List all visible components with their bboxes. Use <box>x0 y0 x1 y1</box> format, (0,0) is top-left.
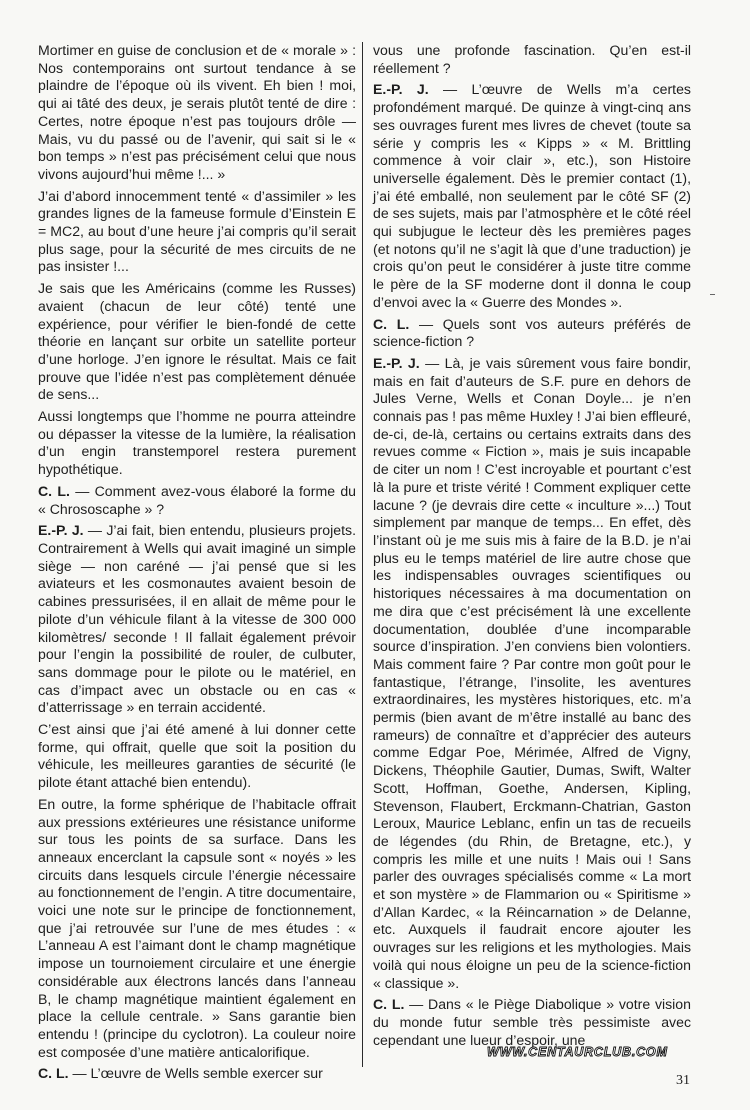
paragraph: Je sais que les Américains (comme les Russes) avaient (chacun de leur côté) tenté une expérience, pour vérifier le bien-fondé de cette théorie en lançant sur orbite un satellite porteur d’une horloge. J’en ignore le résultat. Mais ce fait prouve que l’idée n’est pas complètement dénuée de sens... <box>38 280 356 403</box>
paragraph: Mortimer en guise de conclusion et de « morale » : Nos contemporains ont surtout tendance à se plaindre de l’époque où ils vivent. Eh bien ! moi, qui ai tâté des deux, je serais plutôt tenté de dire : Certes, notre époque n’est pas toujours drôle — Mais, vu du passé ou de l’avenir, qui sait si le « bon temps » n’est pas précisément celui que nous vivons aujourd’hui même !... » <box>38 42 356 182</box>
interview-question <box>373 316 691 351</box>
question-text: — Dans « le Piège Diabolique » votre vision du monde futur semble très pessimiste avec cependant une lueur d’espoir, une <box>373 996 691 1048</box>
speaker-label: C. L. <box>38 1065 69 1082</box>
speaker-label: C. L. <box>38 482 70 499</box>
column-divider <box>362 42 363 1067</box>
interview-question <box>38 483 356 518</box>
speaker-label: C. L. <box>373 996 405 1013</box>
left-column <box>38 42 356 1087</box>
answer-text: — L’œuvre de Wells m’a certes profondément marqué. De quinze à vingt-cinq ans ses ouvrages furent mes livres de chevet (toute sa série y compris les « Kipps » « M. Brittling commence à voir clair », etc.), son Histoire universelle également. Dès le premier contact (1), j’ai été emballé, non seulement par le côté SF (2) de ses sujets, mais par l’atmosphère et le côté réel qui subjugue le lecteur dès les premières pages (et notons qu’il ne s’agit là que d’une traduction) je crois qu’on peut le considérer à juste titre comme le père de la SF moderne dont il donna le coup d’envoi avec la « Guerre des Mondes ». <box>373 81 691 310</box>
speaker-label: C. L. <box>373 315 410 332</box>
question-text: — L’œuvre de Wells semble exercer sur <box>68 1065 323 1082</box>
paragraph: vous une profonde fascination. Qu’en est-il réellement ? <box>373 42 691 76</box>
question-text: — Comment avez-vous élaboré la forme du « Chrososcaphe » ? <box>38 482 356 517</box>
right-column <box>373 42 691 1053</box>
paragraph: Aussi longtemps que l’homme ne pourra atteindre ou dépasser la vitesse de la lumière, la réalisation d’un engin transtemporel restera purement hypothétique. <box>38 408 356 478</box>
interview-question <box>38 1065 356 1083</box>
interview-answer <box>38 522 356 717</box>
answer-text: — Là, je vais sûrement vous faire bondir, mais en fait d’auteurs de S.F. pure en dehors de Jules Verne, Wells et Conan Doyle... je n’en connais pas ! pas même Huxley ! J’ai bien effleuré, de-ci, de-là, certains ou certains extraits dans des revues comme « Fiction », mais je suis incapable de citer un nom ! C’est incroyable et pourtant c’est là la pure et triste vérité ! Comment expliquer cette lacune ? (je devrais dire cette « inculture »...) Tout simplement par manque de temps... En effet, dès l’instant où je me suis mis à faire de la B.D. je n’ai plus eu le temps matériel de lire autre chose que les indispensables ouvrages scientifiques ou historiques nécessaires à ma documentation on me dira que c’est précisément là une excellente documentation, doublée d’une incomparable source d’inspiration. J’en conviens bien volontiers. Mais comment faire ? Par contre mon goût pour le fantastique, l’étrange, l’insolite, les aventures extraordinaires, les mystères historiques, etc. m’a permis (bien avant de m’être installé au banc des rameurs) de connaître et d’apprécier des auteurs comme Edgar Poe, Mérimée, Alfred de Vigny, Dickens, Théophile Gautier, Dumas, Swift, Walter Scott, Hoffman, Goethe, Andersen, Kipling, Stevenson, Flaubert, Erckmann-Chatrian, Gaston Leroux, Maurice Leblanc, enfin un tas de recueils de légendes (du Rhin, de Bretagne, etc.), y compris les mille et une nuits ! Mais oui ! Sans parler des ouvrages spécialisés comme « La mort et son mystère » de Flammarion ou « Spiritisme » d’Allan Kardec, « la Réincarnation » de Delanne, etc. Auxquels il faudrait encore ajouter les ouvrages sur les religions et les mythologies. Mais voilà qui nous éloigne un peu de la science-fiction « classique ». <box>373 354 691 991</box>
interview-answer <box>373 81 691 311</box>
speaker-label: E.-P. J. <box>373 354 420 371</box>
page-number: 31 <box>676 1073 690 1088</box>
speaker-label: E.-P. J. <box>373 81 429 98</box>
interview-question <box>373 996 691 1049</box>
question-text: — Quels sont vos auteurs préférés de science-fiction ? <box>373 315 691 350</box>
answer-text: — J’ai fait, bien entendu, plusieurs projets. Contrairement à Wells qui avait imaginé un simple siège — non caréné — j’ai pensé que si les aviateurs et les cosmonautes avaient besoin de cabines pressurisées, il en allait de même pour le pilote d’un véhicule filant à la vitesse de 300 000 kilomètres/ seconde ! Il fallait également prévoir pour l’engin la possibilité de rouler, de culbuter, sans dommage pour le pilote ou le matériel, en cas d’impact avec un obstacle ou en cas « d’atterrissage » en terrain accidenté. <box>38 522 356 716</box>
paragraph: C’est ainsi que j’ai été amené à lui donner cette forme, qui offrait, quelle que soit la position du véhicule, les meilleures garanties de sécurité (le pilote étant attaché bien entendu). <box>38 721 356 791</box>
paragraph: En outre, la forme sphérique de l’habitacle offrait aux pressions extérieures une résistance uniforme sur tous les points de sa surface. Dans les anneaux encerclant la capsule sont « noyés » les circuits dans lesquels circule l’énergie nécessaire au fonctionnement de l’engin. A titre documentaire, voici une note sur le principe de fonctionnement, que j’ai retrouvée sur l’une de mes études : « L’anneau A est l’aimant dont le champ magnétique impose un tournoiement circulaire et une énergie considérable aux électrons lancés dans l’anneau B, le champ magnétique maintient également en place la cellule centrale. » Sans garantie bien entendu ! (principe du cyclotron). La couleur noire est composée d’une matière anticalorifique. <box>38 795 356 1060</box>
paragraph: J’ai d’abord innocemment tenté « d’assimiler » les grandes lignes de la fameuse formule d’Einstein E = MC2, au bout d’une heure j’ai compris qu’il serait plus sage, pour la sécurité de mes circuits de ne pas insister !... <box>38 187 356 275</box>
speaker-label: E.-P. J. <box>38 522 84 539</box>
margin-mark <box>710 294 715 295</box>
watermark: WWW.CENTAURCLUB.COM <box>487 1045 668 1059</box>
interview-answer <box>373 355 691 992</box>
